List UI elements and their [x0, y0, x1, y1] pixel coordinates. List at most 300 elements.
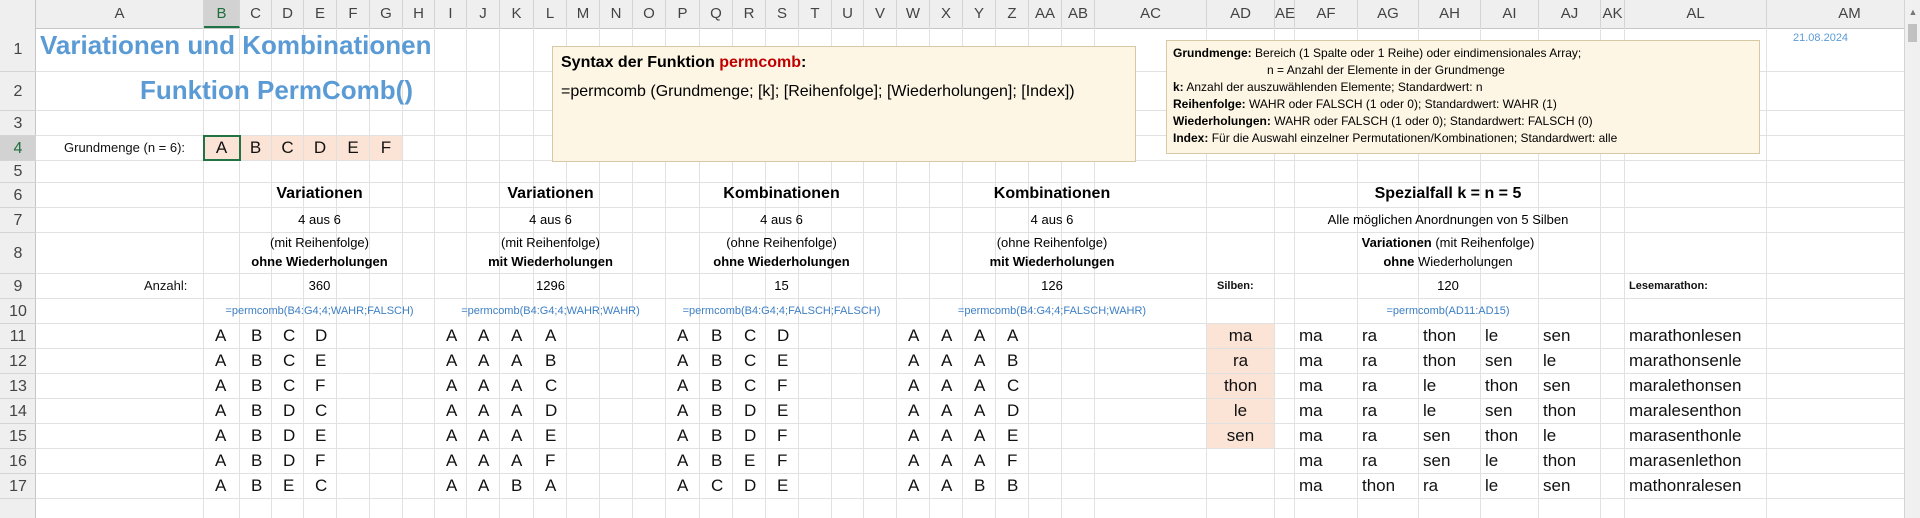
result-cell[interactable]: A: [677, 351, 689, 370]
row-header-11[interactable]: 11: [0, 324, 36, 349]
result-cell[interactable]: A: [446, 326, 458, 345]
silbe-value: ma: [1228, 326, 1253, 345]
result-cell[interactable]: A: [215, 451, 227, 470]
result-cell[interactable]: B: [711, 326, 723, 345]
parameter-name: Wiederholungen:: [1173, 114, 1271, 128]
column-header-ae[interactable]: AE: [1275, 0, 1295, 28]
result-cell[interactable]: F: [315, 451, 326, 470]
column-header-bar: [0, 0, 1904, 29]
lesemarathon-cell[interactable]: marasenlethon: [1629, 451, 1742, 470]
column-header-t[interactable]: T: [799, 0, 832, 28]
block-subtitle: 4 aus 6: [760, 212, 803, 227]
result-cell[interactable]: C: [545, 376, 558, 395]
row-header-15[interactable]: 15: [0, 424, 36, 449]
block-subtitle: 4 aus 6: [298, 212, 341, 227]
grundmenge-value: D: [313, 138, 327, 157]
special-result-cell[interactable]: ma: [1299, 326, 1323, 345]
row-gridline: [36, 273, 1904, 274]
column-header-q[interactable]: Q: [700, 0, 733, 28]
lesemarathon-cell[interactable]: marathonlesen: [1629, 326, 1742, 345]
column-header-ah[interactable]: AH: [1419, 0, 1481, 28]
result-cell[interactable]: A: [677, 326, 689, 345]
result-cell[interactable]: B: [251, 326, 263, 345]
result-cell[interactable]: A: [941, 326, 953, 345]
lesemarathon-cell[interactable]: maralethonsen: [1629, 376, 1742, 395]
result-cell[interactable]: A: [974, 376, 986, 395]
column-header-j[interactable]: J: [467, 0, 500, 28]
syntax-function-name: permcomb: [719, 54, 802, 71]
grundmenge-value: F: [380, 138, 392, 157]
special-result-cell[interactable]: ma: [1299, 426, 1323, 445]
block-count: 15: [774, 278, 789, 293]
result-cell[interactable]: A: [677, 376, 689, 395]
syntax-heading: [561, 54, 806, 72]
parameter-name: Reihenfolge:: [1173, 97, 1246, 111]
special-line-b-rest: Wiederholungen: [1414, 254, 1513, 269]
row-gridline: [36, 348, 1904, 349]
block-count: 126: [1041, 278, 1063, 293]
column-header-ak[interactable]: AK: [1601, 0, 1625, 28]
column-header-c[interactable]: C: [240, 0, 272, 28]
result-cell[interactable]: B: [251, 426, 263, 445]
result-cell[interactable]: E: [777, 476, 789, 495]
special-result-cell[interactable]: ra: [1362, 351, 1378, 370]
row-header-3[interactable]: 3: [0, 111, 36, 136]
result-cell[interactable]: A: [908, 401, 920, 420]
grundmenge-cell[interactable]: [370, 136, 402, 160]
result-cell[interactable]: F: [1007, 451, 1018, 470]
row-header-13[interactable]: 13: [0, 374, 36, 399]
result-cell[interactable]: A: [446, 426, 458, 445]
result-cell[interactable]: A: [511, 401, 523, 420]
parameter-line: [1173, 80, 1483, 94]
result-cell[interactable]: A: [677, 476, 689, 495]
result-cell[interactable]: A: [215, 351, 227, 370]
special-result-cell[interactable]: thon: [1485, 426, 1519, 445]
parameter-text: Bereich (1 Spalte oder 1 Reihe) oder eindimensionales Array;: [1255, 46, 1582, 60]
result-cell[interactable]: A: [446, 476, 458, 495]
grundmenge-cell[interactable]: [272, 136, 303, 160]
row-gridline: [36, 373, 1904, 374]
result-cell[interactable]: A: [974, 401, 986, 420]
result-cell[interactable]: C: [711, 476, 724, 495]
result-cell[interactable]: A: [215, 401, 227, 420]
special-result-cell[interactable]: thon: [1485, 376, 1519, 395]
result-cell[interactable]: B: [251, 351, 263, 370]
block-title: Variationen: [276, 185, 363, 202]
parameter-text: WAHR oder FALSCH (1 oder 0); Standardwert: WAHR (1): [1249, 97, 1557, 111]
column-header-z[interactable]: Z: [996, 0, 1029, 28]
block-title: Kombinationen: [723, 185, 840, 202]
result-cell[interactable]: B: [545, 351, 557, 370]
column-header-ab[interactable]: AB: [1062, 0, 1095, 28]
special-result-cell[interactable]: le: [1485, 326, 1499, 345]
block-count: 1296: [536, 278, 565, 293]
special-result-cell[interactable]: sen: [1543, 376, 1571, 395]
syntax-formula: =permcomb (Grundmenge; [k]; [Reihenfolge]; [Wiederholungen]; [Index]): [561, 83, 1075, 100]
row-gridline: [36, 473, 1904, 474]
result-cell[interactable]: D: [283, 426, 296, 445]
result-cell[interactable]: A: [478, 351, 490, 370]
result-cell[interactable]: A: [511, 351, 523, 370]
special-result-cell[interactable]: thon: [1423, 326, 1457, 345]
column-header-k[interactable]: K: [500, 0, 534, 28]
result-cell[interactable]: C: [744, 351, 757, 370]
row-header-1[interactable]: 1: [0, 28, 36, 72]
column-header-ad[interactable]: AD: [1207, 0, 1275, 28]
result-cell[interactable]: B: [711, 351, 723, 370]
grundmenge-cell[interactable]: [240, 136, 271, 160]
result-cell[interactable]: E: [545, 426, 557, 445]
row-header-16[interactable]: 16: [0, 449, 36, 474]
result-cell[interactable]: A: [908, 476, 920, 495]
special-result-cell[interactable]: thon: [1362, 476, 1396, 495]
result-cell[interactable]: B: [711, 401, 723, 420]
block-repetition: mit Wiederholungen: [488, 254, 613, 269]
row-gridline: [36, 232, 1904, 233]
special-result-cell[interactable]: ra: [1362, 326, 1378, 345]
result-cell[interactable]: D: [315, 326, 328, 345]
lesemarathon-cell[interactable]: maralesenthon: [1629, 401, 1742, 420]
result-cell[interactable]: A: [511, 326, 523, 345]
result-cell[interactable]: F: [777, 451, 788, 470]
row-gridline: [36, 423, 1904, 424]
column-header-e[interactable]: E: [304, 0, 337, 28]
special-result-cell[interactable]: ma: [1299, 476, 1323, 495]
block-formula: =permcomb(B4:G4;4;FALSCH;WAHR): [957, 305, 1147, 317]
silbe-cell[interactable]: [1207, 374, 1274, 398]
special-result-cell[interactable]: thon: [1543, 451, 1577, 470]
result-cell[interactable]: A: [478, 476, 490, 495]
result-cell[interactable]: A: [941, 451, 953, 470]
column-header-aa[interactable]: AA: [1029, 0, 1062, 28]
column-header-l[interactable]: L: [534, 0, 567, 28]
lesemarathon-cell[interactable]: mathonralesen: [1629, 476, 1742, 495]
result-cell[interactable]: A: [478, 426, 490, 445]
active-cell-outline: [203, 135, 241, 161]
special-result-cell[interactable]: sen: [1543, 476, 1571, 495]
syntax-note: [552, 46, 1136, 162]
lesemarathon-label: Lesemarathon:: [1629, 280, 1708, 292]
result-cell[interactable]: F: [777, 376, 788, 395]
result-cell[interactable]: A: [446, 351, 458, 370]
row-header-10[interactable]: 10: [0, 299, 36, 324]
result-cell[interactable]: A: [941, 426, 953, 445]
result-cell[interactable]: C: [1007, 376, 1020, 395]
block-count: 360: [308, 278, 331, 293]
special-result-cell[interactable]: sen: [1543, 326, 1571, 345]
column-header-w[interactable]: W: [897, 0, 930, 28]
result-cell[interactable]: E: [283, 476, 295, 495]
special-formula: =permcomb(AD11:AD15): [1386, 305, 1510, 317]
result-cell[interactable]: B: [1007, 476, 1019, 495]
result-cell[interactable]: B: [251, 476, 263, 495]
column-header-am[interactable]: AM: [1767, 0, 1920, 28]
result-cell[interactable]: C: [315, 401, 328, 420]
parameter-text: Anzahl der auszuwählenden Elemente; Standardwert: n: [1186, 80, 1483, 94]
scroll-up-icon[interactable]: ▲: [1908, 7, 1918, 17]
column-header-g[interactable]: G: [370, 0, 403, 28]
result-cell[interactable]: A: [677, 426, 689, 445]
special-result-cell[interactable]: ma: [1299, 351, 1323, 370]
special-result-cell[interactable]: ra: [1362, 426, 1378, 445]
result-cell[interactable]: F: [545, 451, 556, 470]
block-subtitle: 4 aus 6: [529, 212, 572, 227]
row-gridline: [36, 498, 1904, 499]
special-line-a: [1295, 235, 1601, 250]
row-gridline: [36, 323, 1904, 324]
row-gridline: [36, 448, 1904, 449]
special-result-cell[interactable]: le: [1423, 376, 1437, 395]
parameter-line: [1267, 63, 1505, 77]
column-header-d[interactable]: D: [272, 0, 304, 28]
parameter-line: [1173, 46, 1581, 60]
special-line-b-bold: ohne: [1383, 254, 1415, 269]
column-header-y[interactable]: Y: [963, 0, 996, 28]
result-cell[interactable]: A: [446, 376, 458, 395]
result-cell[interactable]: A: [478, 451, 490, 470]
special-result-cell[interactable]: ma: [1299, 376, 1323, 395]
result-cell[interactable]: D: [744, 476, 757, 495]
row-header-5[interactable]: 5: [0, 161, 36, 183]
row-header-4[interactable]: 4: [0, 136, 36, 161]
result-cell[interactable]: A: [908, 351, 920, 370]
result-cell[interactable]: A: [215, 476, 227, 495]
result-cell[interactable]: A: [974, 326, 986, 345]
special-result-cell[interactable]: le: [1485, 451, 1499, 470]
special-result-cell[interactable]: ra: [1362, 451, 1378, 470]
result-cell[interactable]: A: [941, 376, 953, 395]
special-result-cell[interactable]: ra: [1362, 376, 1378, 395]
row-header-17[interactable]: 17: [0, 474, 36, 499]
silbe-cell[interactable]: [1207, 324, 1274, 348]
special-result-cell[interactable]: le: [1423, 401, 1437, 420]
row-header-7[interactable]: 7: [0, 208, 36, 233]
column-header-af[interactable]: AF: [1295, 0, 1358, 28]
column-header-p[interactable]: P: [666, 0, 700, 28]
syntax-heading-prefix: Syntax der Funktion: [561, 54, 720, 71]
column-header-f[interactable]: F: [337, 0, 370, 28]
column-header-aj[interactable]: AJ: [1539, 0, 1601, 28]
result-cell[interactable]: A: [511, 451, 523, 470]
result-cell[interactable]: B: [511, 476, 523, 495]
result-cell[interactable]: F: [315, 376, 326, 395]
result-cell[interactable]: B: [251, 401, 263, 420]
result-cell[interactable]: E: [777, 351, 789, 370]
block-order: (mit Reihenfolge): [270, 235, 369, 250]
result-cell[interactable]: A: [677, 401, 689, 420]
row-header-9[interactable]: 9: [0, 274, 36, 299]
result-cell[interactable]: A: [677, 451, 689, 470]
column-header-ac[interactable]: AC: [1095, 0, 1207, 28]
row-header-6[interactable]: 6: [0, 183, 36, 208]
block-title: Kombinationen: [993, 185, 1111, 202]
row-header-2[interactable]: 2: [0, 72, 36, 111]
block-formula: =permcomb(B4:G4;4;WAHR;FALSCH): [225, 305, 414, 317]
result-cell[interactable]: D: [744, 426, 757, 445]
column-header-m[interactable]: M: [567, 0, 600, 28]
result-cell[interactable]: B: [974, 476, 986, 495]
result-cell[interactable]: A: [941, 351, 953, 370]
silbe-cell[interactable]: [1207, 399, 1274, 423]
block-formula: =permcomb(B4:G4;4;FALSCH;FALSCH): [682, 305, 881, 317]
special-result-cell[interactable]: le: [1543, 426, 1557, 445]
silbe-cell[interactable]: [1207, 424, 1274, 448]
special-result-cell[interactable]: thon: [1543, 401, 1577, 420]
block-formula: =permcomb(B4:G4;4;WAHR;WAHR): [461, 305, 640, 317]
select-all-corner[interactable]: [0, 0, 36, 28]
column-header-v[interactable]: V: [864, 0, 897, 28]
result-cell[interactable]: A: [478, 326, 490, 345]
special-line-b: [1295, 254, 1601, 269]
result-cell[interactable]: C: [744, 326, 757, 345]
column-header-ai[interactable]: AI: [1481, 0, 1539, 28]
special-result-cell[interactable]: le: [1485, 476, 1499, 495]
result-cell[interactable]: D: [777, 326, 790, 345]
column-header-b[interactable]: B: [204, 0, 240, 28]
result-cell[interactable]: A: [1007, 326, 1019, 345]
result-cell[interactable]: A: [446, 451, 458, 470]
result-cell[interactable]: C: [315, 476, 328, 495]
parameter-text: WAHR oder FALSCH (1 oder 0); Standardwert: FALSCH (0): [1274, 114, 1593, 128]
column-header-s[interactable]: S: [766, 0, 799, 28]
result-cell[interactable]: C: [744, 376, 757, 395]
date-cell: 21.08.2024: [1793, 32, 1849, 44]
row-gridline: [36, 207, 1904, 208]
silbe-cell[interactable]: [1207, 349, 1274, 373]
row-header-12[interactable]: 12: [0, 349, 36, 374]
column-header-n[interactable]: N: [600, 0, 633, 28]
result-cell[interactable]: A: [511, 376, 523, 395]
result-cell[interactable]: E: [1007, 426, 1019, 445]
column-header-ag[interactable]: AG: [1358, 0, 1419, 28]
column-header-al[interactable]: AL: [1625, 0, 1767, 28]
special-result-cell[interactable]: sen: [1485, 401, 1513, 420]
result-cell[interactable]: B: [1007, 351, 1019, 370]
column-header-o[interactable]: O: [633, 0, 666, 28]
row-header-8[interactable]: 8: [0, 233, 36, 274]
result-cell[interactable]: A: [545, 476, 557, 495]
result-cell[interactable]: C: [283, 376, 296, 395]
parameter-name: Index:: [1173, 131, 1209, 145]
result-cell[interactable]: D: [283, 401, 296, 420]
result-cell[interactable]: A: [908, 451, 920, 470]
result-cell[interactable]: D: [744, 401, 757, 420]
result-cell[interactable]: A: [974, 426, 986, 445]
grundmenge-value: B: [249, 138, 262, 157]
result-cell[interactable]: C: [283, 326, 296, 345]
sheet-title: Variationen und Kombinationen: [40, 30, 432, 60]
result-cell[interactable]: B: [711, 451, 723, 470]
grundmenge-cell[interactable]: [337, 136, 369, 160]
result-cell[interactable]: A: [908, 426, 920, 445]
parameter-note: [1166, 40, 1760, 154]
block-subtitle: 4 aus 6: [1030, 212, 1074, 227]
special-result-cell[interactable]: ra: [1423, 476, 1439, 495]
result-cell[interactable]: B: [251, 451, 263, 470]
sheet-grid[interactable]: [36, 28, 1904, 518]
result-cell[interactable]: A: [511, 426, 523, 445]
special-result-cell[interactable]: thon: [1423, 351, 1457, 370]
result-cell[interactable]: A: [908, 376, 920, 395]
result-cell[interactable]: B: [711, 426, 723, 445]
result-cell[interactable]: A: [545, 326, 557, 345]
row-gridline: [36, 398, 1904, 399]
result-cell[interactable]: A: [478, 401, 490, 420]
parameter-line: [1173, 114, 1593, 128]
row-header-14[interactable]: 14: [0, 399, 36, 424]
result-cell[interactable]: D: [283, 451, 296, 470]
lesemarathon-cell[interactable]: marathonsenle: [1629, 351, 1742, 370]
column-header-i[interactable]: I: [435, 0, 467, 28]
result-cell[interactable]: D: [1007, 401, 1020, 420]
column-header-x[interactable]: X: [930, 0, 963, 28]
result-cell[interactable]: A: [215, 376, 227, 395]
result-cell[interactable]: B: [711, 376, 723, 395]
parameter-name: k:: [1173, 80, 1184, 94]
result-cell[interactable]: F: [777, 426, 788, 445]
result-cell[interactable]: E: [315, 351, 327, 370]
result-cell[interactable]: E: [315, 426, 327, 445]
silbe-value: thon: [1223, 376, 1258, 395]
result-cell[interactable]: B: [251, 376, 263, 395]
result-cell[interactable]: A: [941, 476, 953, 495]
column-header-u[interactable]: U: [832, 0, 864, 28]
silbe-value: le: [1233, 401, 1248, 420]
special-result-cell[interactable]: sen: [1485, 351, 1513, 370]
result-cell[interactable]: A: [215, 326, 227, 345]
vertical-scrollbar[interactable]: [1904, 0, 1920, 518]
special-title: Spezialfall k = n = 5: [1374, 185, 1522, 202]
block-repetition: ohne Wiederholungen: [713, 254, 850, 269]
column-header-h[interactable]: H: [403, 0, 435, 28]
result-cell[interactable]: E: [777, 401, 789, 420]
result-cell[interactable]: A: [908, 326, 920, 345]
special-result-cell[interactable]: ma: [1299, 451, 1323, 470]
special-result-cell[interactable]: sen: [1423, 451, 1451, 470]
result-cell[interactable]: A: [941, 401, 953, 420]
parameter-text: Für die Auswahl einzelner Permutationen/Kombinationen; Standardwert: alle: [1211, 131, 1618, 145]
grundmenge-value: C: [281, 138, 294, 157]
block-order: (mit Reihenfolge): [501, 235, 600, 250]
result-cell[interactable]: D: [545, 401, 558, 420]
result-cell[interactable]: C: [283, 351, 296, 370]
row-gridline: [36, 182, 1904, 183]
scroll-thumb[interactable]: [1908, 24, 1917, 42]
result-cell[interactable]: E: [744, 451, 756, 470]
special-result-cell[interactable]: sen: [1423, 426, 1451, 445]
special-result-cell[interactable]: le: [1543, 351, 1557, 370]
result-cell[interactable]: A: [478, 376, 490, 395]
column-header-r[interactable]: R: [733, 0, 766, 28]
special-result-cell[interactable]: ra: [1362, 401, 1378, 420]
lesemarathon-cell[interactable]: marasenthonle: [1629, 426, 1742, 445]
special-result-cell[interactable]: ma: [1299, 401, 1323, 420]
result-cell[interactable]: A: [974, 451, 986, 470]
parameter-name: Grundmenge:: [1173, 46, 1252, 60]
grundmenge-value: A: [215, 138, 228, 157]
grundmenge-cell[interactable]: [304, 136, 336, 160]
special-line-a-bold: Variationen: [1361, 235, 1432, 250]
result-cell[interactable]: A: [974, 351, 986, 370]
column-header-a[interactable]: A: [36, 0, 204, 28]
parameter-line: [1173, 131, 1617, 145]
result-cell[interactable]: A: [446, 401, 458, 420]
block-order: (ohne Reihenfolge): [726, 235, 837, 250]
result-cell[interactable]: A: [215, 426, 227, 445]
anzahl-label: Anzahl:: [144, 278, 188, 293]
block-title: Variationen: [507, 185, 594, 202]
